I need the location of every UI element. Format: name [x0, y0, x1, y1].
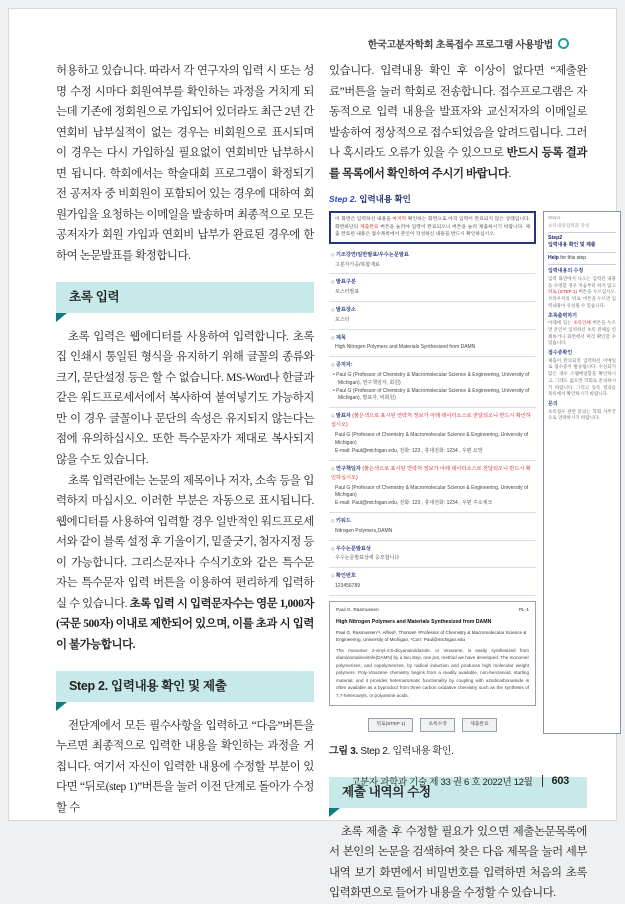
preview-header: [336, 607, 529, 616]
paragraph: [56, 471, 314, 656]
figure-body: [329, 211, 621, 734]
edit-abstract-button: 초록수정: [420, 718, 455, 732]
figure-form-main: [329, 211, 536, 734]
notice-text: 버튼을 눌러야 입력이 완료되오니 버튼을 눌러 제출하시기 바랍니다. 제출 완료된 내용은 접수목록에서 본인이 작성하신 내용을 반드시 확인하십시오.: [335, 224, 530, 238]
form-field-venue: [329, 302, 536, 330]
field-value: E-mail: Paul@michigan.edu, 전화: 123 , 휴대전화: 1234 , 우편 요망: [335, 447, 483, 454]
preview-title: High Nitrogen Polymers and Materials Synthesized from DAMN: [336, 619, 492, 626]
paragraph-text: 있습니다. 입력내용 확인 후 이상이 없다면 “제출완료”버튼을 눌러 학회로 전송합니다. 접수프로그램은 자동적으로 입력 내용을 발표자와 교신저자의 이메일로 발송하여 정상적으로 접수되었음을 알려드립니다. 그러나 혹시라도 오류가 있을 수 있으므로: [329, 65, 587, 160]
paragraph-bold-text: 반드시 등록 결과를 목록에서 확인하여 주시기 바랍니다: [329, 147, 587, 180]
figure-caption-text: Step 2. 입력내용 확인.: [357, 746, 454, 758]
field-label: ◇ 공저자:: [331, 361, 534, 370]
sidebar-section-body: 초록접수 관련 문의는 학회 사무국으로 연락하시기 바랍니다.: [548, 408, 616, 421]
figure-step-label: Step 2.: [329, 194, 357, 205]
paragraph: 전단계에서 모든 필수사항을 입력하고 “다음”버튼을 누르면 최종적으로 입력한 내용을 확인하는 과정을 거칩니다. 여기서 자신이 입력한 내용에 수정할 부분이 있다면 “뒤로(step 1)”버튼을 눌러 이전 단계로 돌아가 수정할 수: [56, 719, 314, 814]
page-header: [368, 36, 569, 51]
page-footer: [351, 774, 569, 788]
field-value: Paul G (Professor of Chemistry & Macromolecular Science & Engineering, University of Michigan): [335, 432, 529, 447]
field-value: 포스터: [335, 316, 350, 323]
form-field-title: [329, 330, 536, 358]
preview-author: Paul G. Rasmussen: [336, 607, 379, 613]
coauthor-item: • Paul G (Professor of Chemistry & Macromolecular Science & Engineering, University of Michigan), 연구책임자, 회원): [331, 372, 534, 388]
sidebar-section-heading: 문의: [548, 401, 558, 408]
coauthor-item: • Paul G (Professor of Chemistry & Macromolecular Science & Engineering, University of Michigan), 발표자, 비회원): [331, 388, 534, 404]
form-field-coauthors: [329, 357, 536, 408]
journal-page: [8, 8, 617, 900]
sidebar-section-body: 제출이 완료되면 입력하신 이메일로 접수증이 발송됩니다. 수신되지 않은 경우 스팸메일함을 확인하시고, 그래도 없으면 학회로 문의하시기 바랍니다. 그리고 등록 결과를 목록에서 확인하시기 바랍니다.: [548, 357, 616, 397]
sidebar-red-link: 초록인쇄: [573, 320, 591, 326]
form-field-presentation-type: [329, 274, 536, 302]
field-value: 우수논문발표상에 응모합니다: [335, 555, 400, 562]
paragraph-bold-text: 초록 입력 시 입력문자수는 영문 1,000자(국문 500자) 이내로 제한되어 있으며, 이를 초과 시 입력이 불가능합니다.: [56, 597, 314, 651]
notice-text: 이 화면은 입력하신 내용을: [335, 217, 393, 223]
sidebar-text: 버튼을 누르십시오. 브라우저의 ‘뒤로’ 버튼을 누르면 입력내용이 유실될 수 있습니다.: [548, 289, 616, 308]
form-field-presenter: [329, 408, 536, 460]
figure-caption-number: 그림 3.: [329, 746, 358, 758]
preview-abstract-text: The monomer 2-vinyl-4,5-dicyanoimidazole, or Vinazene, is easily synthesized from diaminomaleonitrile(DAMN) by a two step, one pot, method we have developed. The monomer polymerizes, and copolymerizes, by radical induction and produces high molecular weight polymers. Poly-Vinazene chemistry begins from a readily available, non-benzenoid, starting material, and it provides heteroaromatic functionality by coupling with azodicarbonamide is often available as a byproduct from three carbon oxidative chemistry such as the synthesis of 7,7-heteroaryls, or polyamine acids.: [336, 647, 529, 699]
preview-authors-line: Paul G. Rasmussen*¹, Alfred¹, Thomas¹ ¹Professor of Chemistry & Macromolecular Science & Engineering, University of Michigan, *Corr: Paul@michigan.edu: [336, 629, 527, 642]
form-field-category: [329, 247, 536, 275]
field-value: E-mail: Paul@michigan.edu, 전화: 123 , 휴대전화: 1234 , 우편 주소체크: [335, 500, 493, 507]
sidebar-section-body: [548, 276, 616, 310]
preview-code: PL-1: [518, 607, 529, 613]
sidebar-red-link: 뒤로 (STEP 1): [548, 289, 577, 295]
field-value: Nitrogen Polymers,DAMN: [335, 527, 393, 534]
field-label-text: 연구책임자: [335, 465, 363, 472]
sidebar-step1-text: 초록내용입력과 작성: [548, 222, 590, 228]
sidebar-help-title: [548, 252, 616, 266]
form-field-confirm-number: [329, 568, 536, 596]
notice-red-text: 제출완료: [359, 224, 379, 230]
field-label: ◇ 기조강연/일반발표/우수논문발표: [331, 251, 534, 260]
paragraph: [329, 61, 587, 184]
paragraph: 초록 입력은 웹에디터를 사용하여 입력합니다. 초록집 인쇄시 통일된 형식을 유지하기 위해 글꼴의 종류와 크기, 문단설정 등은 할 수 없습니다. MS-Word나 한글과 같은 워드프로세서에서 복사하여 붙여넣기도 가능하지만 이 경우 글꼴이나 문단의 속성은 유지되지 않는다는 점에 유의하십시오. 또한 특수문자가 제대로 복사되지 않을 수도 있습니다.: [56, 330, 314, 466]
sidebar-text: 입력 화면에서 나오는 입력된 내용을 수정할 경우 처음부터 하지 않고: [548, 275, 616, 288]
field-label: ◇ 확인번호: [331, 572, 534, 581]
sidebar-section-heading: 초록출력하기: [548, 312, 577, 319]
field-label: ◇ 키워드: [331, 517, 534, 526]
paragraph-text: .: [508, 167, 511, 180]
figure-button-row: [329, 712, 536, 733]
paragraph: 허용하고 있습니다. 따라서 각 연구자의 입력 시 또는 성명 수정 시마다 회원여부를 확인하는 과정을 거치게 되는데 기존에 정회원으로 가입되어 있더라도 최근 2년 간 연회비 납부실적이 없는 경우는 비회원으로 표시되며 이 경우는 다시 가입하실 필요없이 연회비만 납부하시면 됩니다. 학회에서는 학술대회 프로그램이 확정되기 전 공저자 중 비회원이 포함되어 있는 경우에 대하여 회원가입을 요청하는 이메일을 발송하며 최종적으로 모든 공저자가 회원 가입과 연회비 납부가 완료된 경우에 한하여 논문발표를 확정합니다.: [56, 65, 314, 262]
sidebar-step2-text: 입력내용 확인 및 제출: [548, 242, 596, 249]
field-label: ◇ 우수논문발표상: [331, 545, 534, 554]
ring-icon: [558, 38, 569, 49]
figure-title-rest: 입력내용 확인: [356, 194, 411, 205]
field-label: ◇ 발표구분: [331, 278, 534, 287]
field-value: Paul G (Professor of Chemistry & Macromolecular Science & Engineering, University of Michigan): [335, 484, 529, 499]
sidebar-step2-label: Step2: [548, 232, 616, 243]
field-red-note: (붉은색으로 표시된 연락처 정보가 아래 데이터소스로 전달되오니 반드시 확인하십시오): [331, 465, 531, 481]
field-label: [331, 465, 534, 484]
sidebar-text: 버튼을 누르면 본인이 입력하신 초록 전체를 인쇄하거나 화면에서 미리 확인할 수 있습니다.: [548, 320, 616, 346]
field-red-note: (붉은색으로 표시된 연락처 정보가 아래 데이터소스로 전달되오니 반드시 확인하십시오): [331, 413, 531, 429]
field-label: [331, 412, 534, 431]
field-value: 고분자가공/복합재료: [335, 261, 380, 268]
notice-red-text: 마지막: [392, 217, 407, 223]
help-bold: Help: [548, 254, 559, 261]
form-field-principal-investigator: [329, 461, 536, 513]
field-value: High Nitrogen Polymers and Materials Synthesized from DAMN: [335, 344, 476, 351]
paragraph: 초록 제출 후 수정할 필요가 있으면 제출논문목록에서 본인의 논문을 검색하여 찾은 다음 제목을 눌러 세부내역 보기 화면에서 비밀번호를 입력하면 처음의 초록입력화면으로 들어가 내용을 수정할 수 있습니다.: [329, 825, 587, 900]
left-column: [56, 61, 314, 904]
field-label: ◇ 발표장소: [331, 306, 534, 315]
help-rest: for this step: [558, 254, 587, 261]
form-field-keywords: [329, 513, 536, 541]
section-header-step2: Step 2. 입력내용 확인 및 제출: [56, 671, 314, 702]
field-label: ◇ 제목: [331, 334, 534, 343]
figure-notice-box: [329, 211, 536, 243]
figure-step2-screenshot: [329, 192, 621, 734]
sidebar-section-heading: 입력내용의 수정: [548, 268, 584, 275]
sidebar-step1-label: Step1: [548, 216, 561, 222]
abstract-preview-box: [329, 601, 536, 706]
sidebar-text: 아래에 있는: [548, 320, 574, 326]
figure-caption: [329, 743, 587, 761]
section-header-edit-submission: 제출 내역의 수정: [329, 777, 587, 808]
field-value: 포스터발표: [335, 289, 360, 296]
back-step1-button: 뒤로(STEP 1): [368, 718, 413, 732]
sidebar-section-heading: 접수증확인: [548, 350, 573, 357]
submit-complete-button: 제출완료: [462, 718, 497, 732]
paragraph-text: 초록 입력란에는 논문의 제목이나 저자, 소속 등을 입력하지 마십시오. 이러한 부분은 자동으로 표시됩니다. 웹에디터를 사용하여 입력할 경우 일반적인 워드프로세서와 같이 블록 설정 후 기울이기, 밑줄긋기, 첨자지정 등이 가능합니다. 그리스문자나 수식기호와 같은 특수문자는 특수문자 입력 버튼을 이용하여 편리하게 입력하실 수 있습니다.: [56, 474, 314, 610]
page-number: 603: [542, 775, 569, 787]
field-label-text: 발표자: [335, 413, 353, 420]
figure-form-title: [329, 192, 621, 207]
form-field-award-entry: [329, 541, 536, 569]
field-value: 123456789: [335, 583, 361, 590]
header-title: 한국고분자학회 초록접수 프로그램 사용방법: [367, 40, 553, 51]
figure-help-sidebar: [543, 211, 621, 734]
journal-info: 고분자 과학과 기술 제 33 권 6 호 2022년 12월: [351, 777, 533, 788]
section-header-abstract-input: 초록 입력: [56, 282, 314, 313]
notice-text: 확인하는 화면으로 아직 입력이 완료되지 않은 상태입니다. 화면하단의: [335, 217, 531, 230]
sidebar-section-body: [548, 320, 616, 347]
